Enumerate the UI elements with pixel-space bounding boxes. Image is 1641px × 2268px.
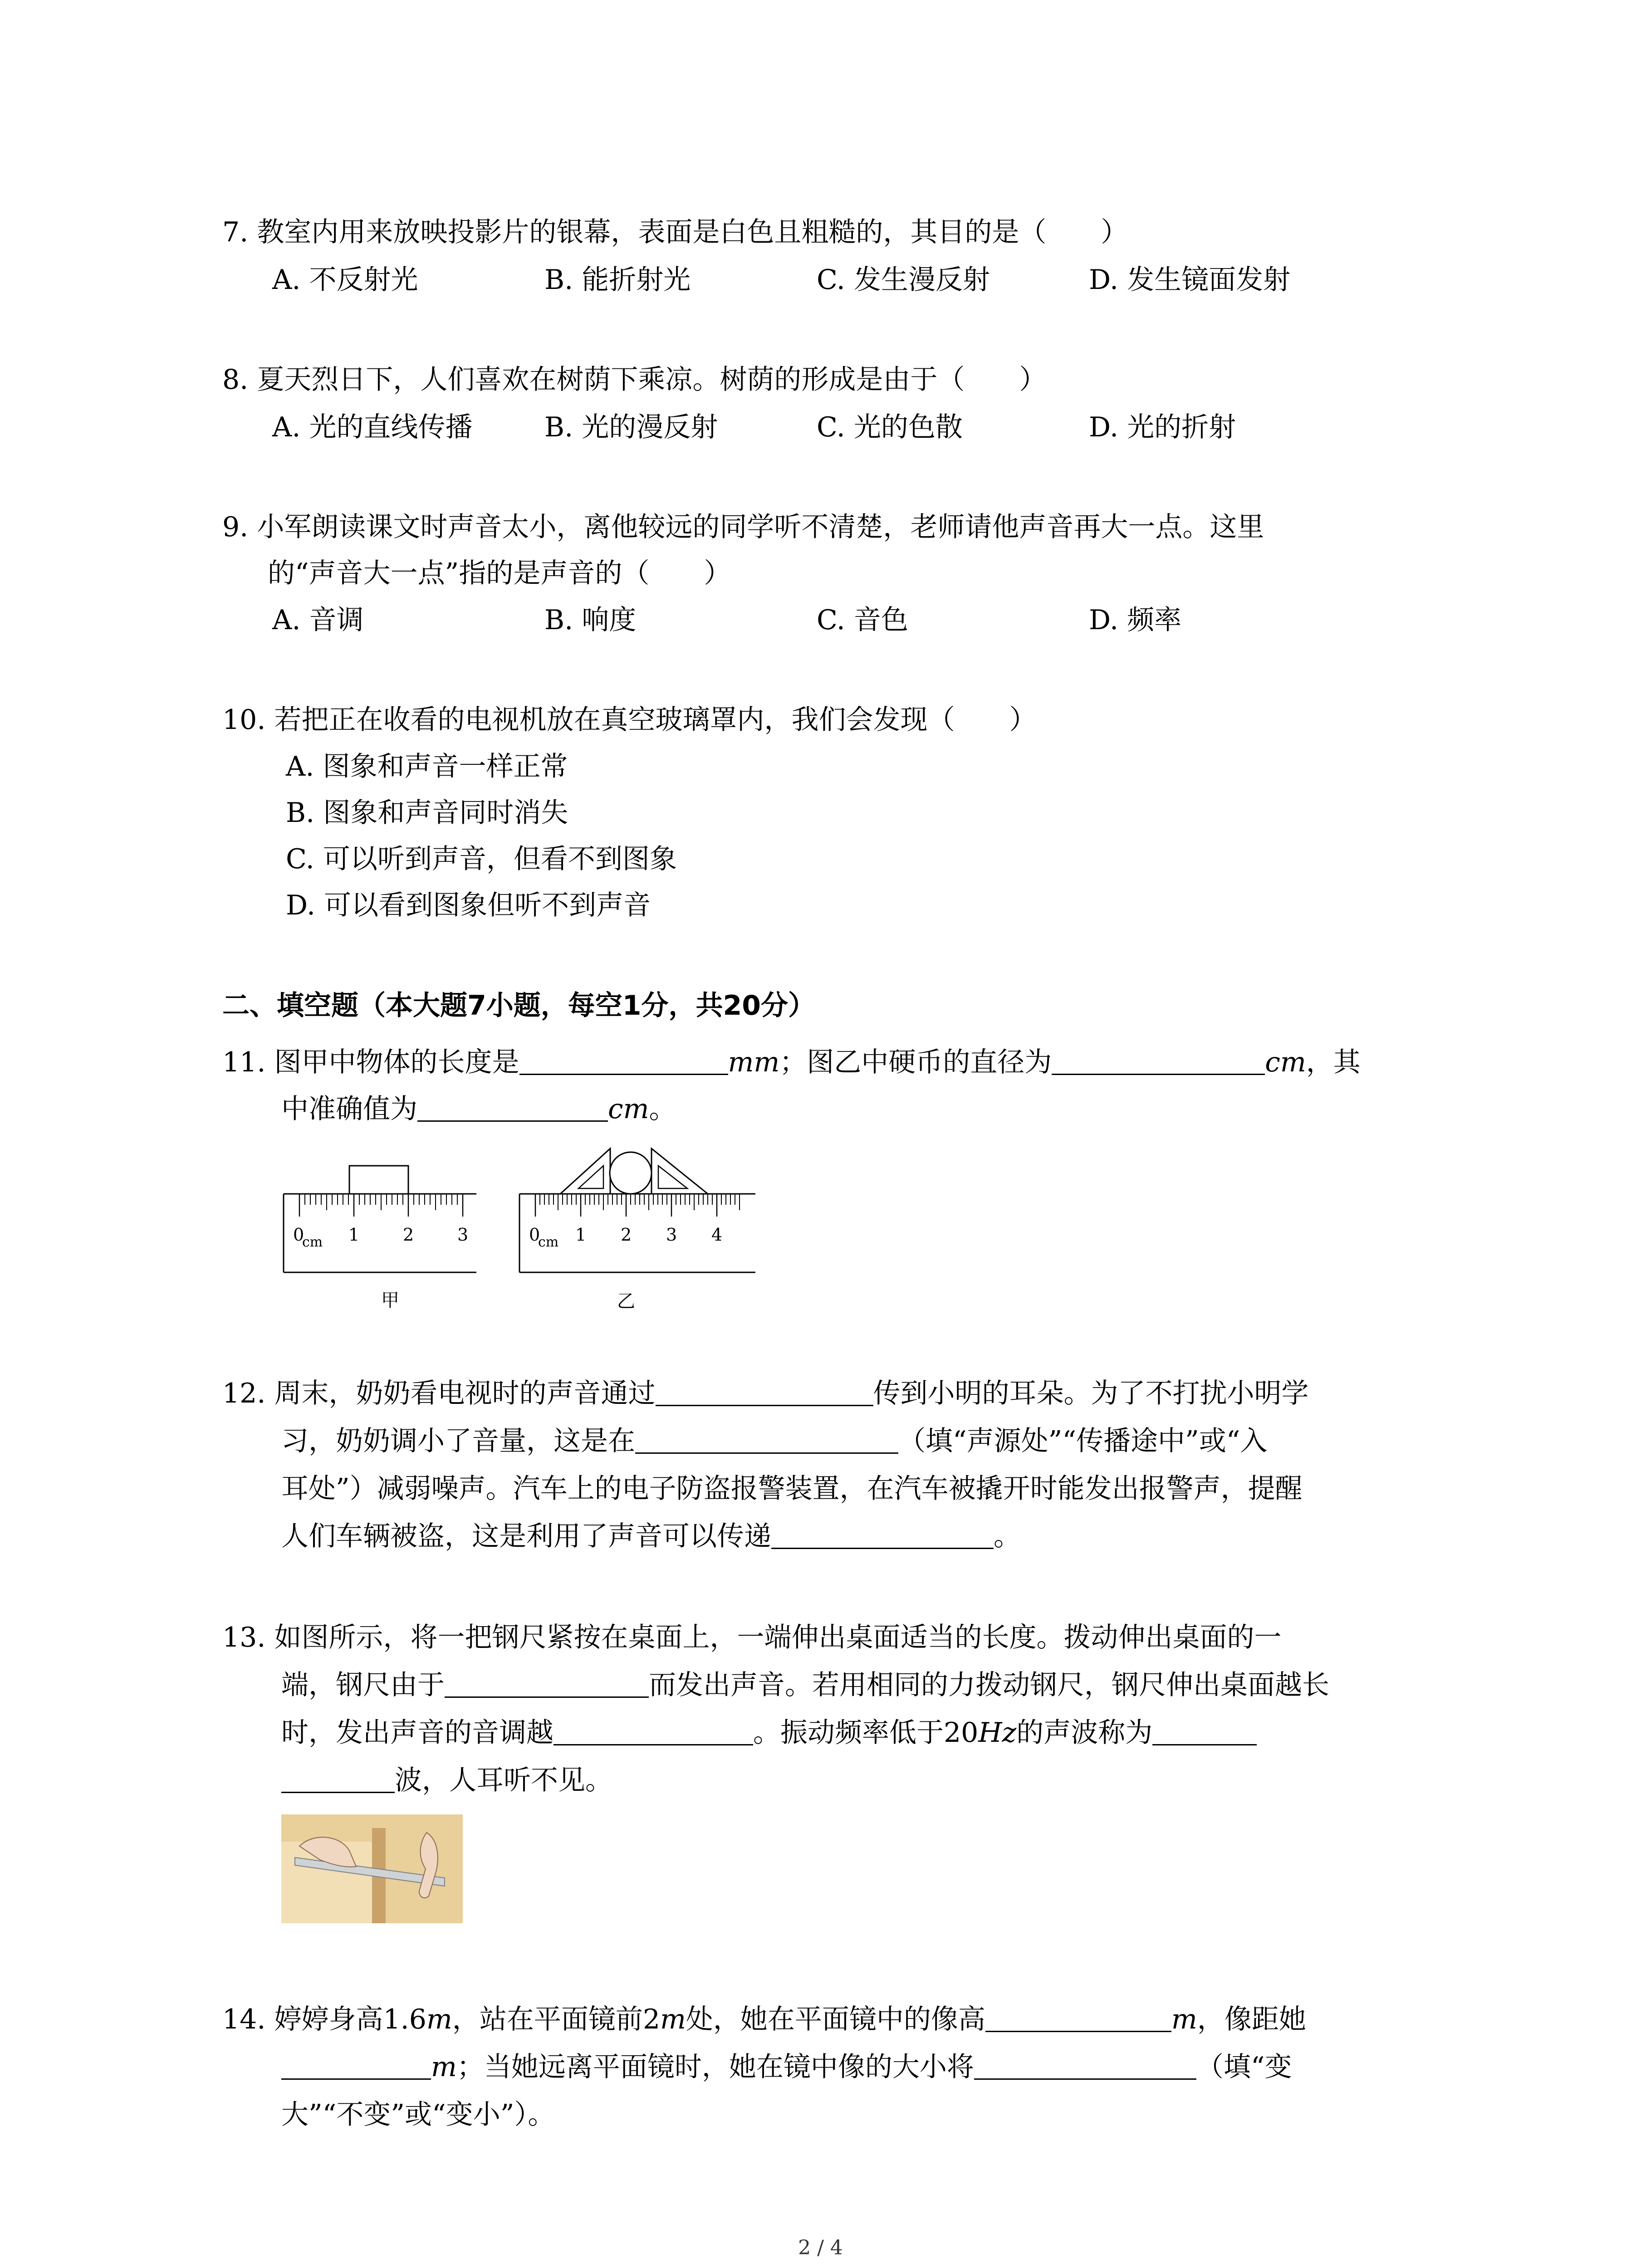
q13-blank-2[interactable]: [554, 1717, 753, 1745]
q13-unit-hz: Hz: [978, 1717, 1017, 1749]
q12-text-1: 12. 周末，奶奶看电视时的声音通过: [222, 1378, 656, 1409]
unit-label: cm: [302, 1234, 323, 1250]
tick-label-1: 1: [575, 1225, 587, 1245]
q13-line4: [281, 1761, 612, 1799]
q8-option-c: C. 光的色散: [817, 411, 963, 443]
q8-option-d: D. 光的折射: [1089, 411, 1236, 443]
q7-option-b: B. 能折射光: [544, 264, 691, 296]
q11-text-3: ，其: [1306, 1046, 1361, 1078]
q14-line3: 大”“不变”或“变小”）。: [281, 2099, 555, 2131]
q12-text-4: （填“声源处”“传播途中”或“入: [898, 1425, 1268, 1457]
coin: [610, 1152, 652, 1194]
q13-blank-3b[interactable]: [281, 1765, 395, 1793]
q9-stem-line2: 的“声音大一点”指的是声音的（ ）: [268, 557, 731, 589]
q12-text-3: 习，奶奶调小了音量，这是在: [281, 1425, 635, 1457]
page-number: 2 / 4: [798, 2236, 843, 2259]
figure-caption-jia: 甲: [381, 1290, 399, 1311]
q9-stem-line1: 9. 小军朗读课文时声音太小，离他较远的同学听不清楚，老师请他声音再大一点。这里: [222, 511, 1264, 543]
q9-option-a: A. 音调: [272, 604, 364, 636]
q11-unit-cm-2: cm: [608, 1093, 649, 1125]
q13-line2: [281, 1666, 1329, 1704]
q12-blank-1[interactable]: [656, 1378, 873, 1406]
q14-blank-2[interactable]: [281, 2051, 431, 2080]
q12-blank-3[interactable]: [771, 1520, 994, 1549]
q14-text-3: 处，她在平面镜中的像高: [686, 2004, 985, 2035]
q7-option-d: D. 发生镜面发射: [1089, 264, 1291, 296]
q12-line1: [222, 1374, 1309, 1413]
q12-text-6: 。: [994, 1520, 1021, 1552]
q8-option-a: A. 光的直线传播: [272, 411, 473, 443]
q13-text-6: 波，人耳听不见。: [395, 1765, 612, 1796]
q14-blank-1[interactable]: [985, 2004, 1171, 2032]
q12-blank-2[interactable]: [635, 1425, 898, 1454]
tick-label-2: 2: [621, 1225, 632, 1245]
q8-stem: 8. 夏天烈日下，人们喜欢在树荫下乘凉。树荫的形成是由于（ ）: [222, 364, 1047, 396]
q7-option-a: A. 不反射光: [272, 264, 418, 296]
ruler-ticks: [535, 1194, 740, 1217]
tick-label-1: 1: [348, 1225, 360, 1245]
q10-option-c: C. 可以听到声音，但看不到图象: [286, 843, 677, 875]
q12-text-5: 人们车辆被盗，这是利用了声音可以传递: [281, 1520, 771, 1552]
q14-unit-m-1: m: [426, 2004, 452, 2035]
q12-line3: 耳处”）减弱噪声。汽车上的电子防盗报警装置，在汽车被撬开时能发出报警声，提醒: [281, 1473, 1303, 1505]
q14-blank-3[interactable]: [974, 2051, 1196, 2080]
unit-label: cm: [538, 1234, 559, 1250]
q7-stem: 7. 教室内用来放映投影片的银幕，表面是白色且粗糙的，其目的是（ ）: [222, 216, 1128, 248]
q14-text-4: ，像距她: [1197, 2004, 1306, 2035]
ruler-figure-yi: [517, 1143, 771, 1315]
q12-text-2: 传到小明的耳朵。为了不打扰小明学: [873, 1378, 1309, 1409]
q11-unit-mm: mm: [728, 1046, 780, 1078]
q9-option-c: C. 音色: [817, 604, 908, 636]
ruler-body: [284, 1194, 476, 1272]
q14-text-6: （填“变: [1196, 2051, 1292, 2083]
tick-label-0: 0: [293, 1225, 304, 1245]
measured-block: [349, 1166, 408, 1194]
q11-text-5: 。: [649, 1093, 676, 1125]
q11-blank-2[interactable]: [1052, 1046, 1265, 1075]
q14-line2: [281, 2048, 1292, 2086]
q13-text-5: 的声波称为: [1016, 1717, 1153, 1749]
q14-unit-m-4: m: [431, 2051, 457, 2083]
q13-blank-3a[interactable]: [1152, 1717, 1257, 1745]
q9-option-d: D. 频率: [1089, 604, 1182, 636]
q14-line1: [222, 2000, 1306, 2038]
q10-option-a: A. 图象和声音一样正常: [286, 751, 568, 782]
q13-text-1: 端，钢尺由于: [281, 1669, 445, 1701]
tick-label-3: 3: [666, 1225, 677, 1245]
q11-line1: [222, 1043, 1361, 1081]
q14-text-1: 14. 婷婷身高1.6: [222, 2004, 426, 2035]
section2-title: 二、填空题（本大题7小题，每空1分，共20分）: [222, 990, 815, 1022]
figure-caption-yi: 乙: [617, 1291, 635, 1312]
q13-blank-1[interactable]: [445, 1669, 649, 1698]
q12-line4: [281, 1517, 1021, 1555]
q11-text-1: 11. 图甲中物体的长度是: [222, 1046, 519, 1078]
q14-text-5: ；当她远离平面镜时，她在镜中像的大小将: [456, 2051, 974, 2083]
q14-unit-m-2: m: [660, 2004, 686, 2035]
q13-text-3: 时，发出声音的音调越: [281, 1717, 554, 1749]
set-square-right: [652, 1149, 708, 1194]
q10-option-b: B. 图象和声音同时消失: [286, 797, 568, 829]
q11-text-4: 中准确值为: [281, 1093, 417, 1125]
q11-unit-cm: cm: [1265, 1046, 1306, 1078]
set-square-left: [560, 1149, 610, 1194]
q13-line3: [281, 1714, 1257, 1752]
q11-blank-1[interactable]: [519, 1046, 728, 1075]
tick-label-0: 0: [529, 1225, 540, 1245]
q9-option-b: B. 响度: [544, 604, 637, 636]
q7-option-c: C. 发生漫反射: [817, 264, 990, 296]
tick-label-3: 3: [457, 1225, 469, 1245]
tick-label-2: 2: [403, 1225, 414, 1245]
q11-blank-3[interactable]: [417, 1093, 608, 1122]
q11-text-2: ；图乙中硬币的直径为: [779, 1046, 1052, 1078]
ruler-ticks: [299, 1194, 463, 1217]
q12-line2: [281, 1422, 1267, 1460]
q13-text-4: 。振动频率低于20: [753, 1717, 979, 1749]
q8-option-b: B. 光的漫反射: [544, 411, 718, 443]
q13-line1: 13. 如图所示，将一把钢尺紧按在桌面上，一端伸出桌面适当的长度。拨动伸出桌面的一: [222, 1622, 1282, 1653]
q14-text-2: ，站在平面镜前2: [452, 2004, 661, 2035]
ruler-figure-jia: [281, 1161, 485, 1315]
q11-line2: [281, 1090, 676, 1128]
q10-stem: 10. 若把正在收看的电视机放在真空玻璃罩内，我们会发现（ ）: [222, 704, 1037, 736]
q14-unit-m-3: m: [1171, 2004, 1197, 2035]
steel-ruler-picture: [281, 1814, 463, 1923]
tick-label-4: 4: [711, 1225, 723, 1245]
q13-text-2: 而发出声音。若用相同的力拨动钢尺，钢尺伸出桌面越长: [649, 1669, 1329, 1701]
q10-option-d: D. 可以看到图象但听不到声音: [286, 890, 651, 921]
